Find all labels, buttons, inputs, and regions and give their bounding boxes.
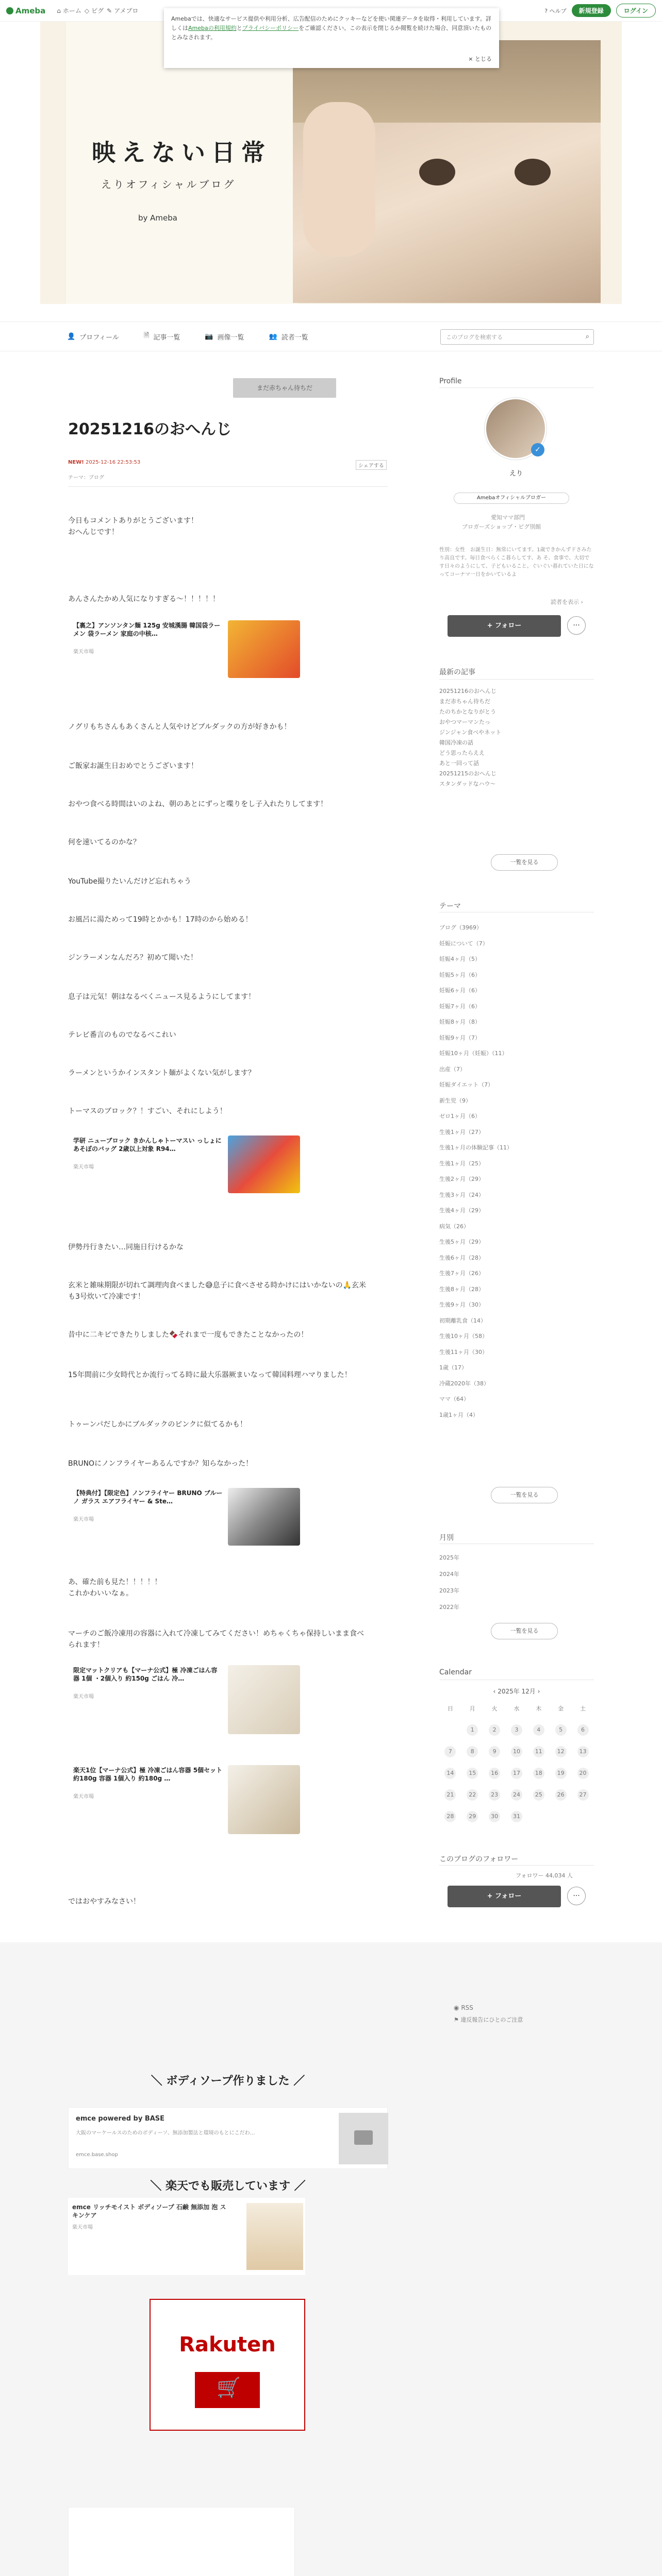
calendar-day-number[interactable]: 8 [467,1746,478,1757]
list-item[interactable]: 生後11ヶ月（30） [439,1348,488,1355]
list-item[interactable]: 2025年 [439,1554,459,1561]
profile-heading: Profile [439,377,462,385]
post-paragraph: 昔中に二キビできたりしました🍫それまで一度もできたことなかったの！ [68,1331,308,1339]
profile-more-link[interactable]: 読者を表示 › [551,599,583,605]
calendar-day[interactable] [550,1719,572,1741]
card-shop: 楽天市場 [73,1694,94,1700]
list-item[interactable]: 妊娠ダイエット（7） [439,1081,494,1088]
post-theme[interactable]: テーマ：ブログ [68,475,104,481]
list-item[interactable]: 冷蔵2020年（38） [439,1380,489,1387]
card-shop: 楽天市場 [73,649,94,655]
cover-photo-eye [515,159,551,185]
list-item[interactable]: 生後9ヶ月（30） [439,1301,484,1308]
rakuten-heading: ＼ 楽天でも販売しています ／ [150,2180,306,2193]
list-item[interactable]: 妊娠7ヶ月（6） [439,1003,481,1010]
calendar-day-number[interactable]: 15 [467,1768,478,1779]
themes-more-button[interactable]: 一覧を見る [491,1487,558,1503]
calendar-day[interactable] [572,1741,594,1762]
post-paragraph: トゥーンパだしかにブルダックのピンクに似てるかも！ [68,1420,247,1429]
divider [439,387,594,388]
post-paragraph: お風呂に湯ためって19時とかかも！17時のから始める！ [68,916,253,924]
calendar-grid [439,1698,594,1719]
follower-heading: このブログのフォロワー [439,1855,519,1863]
product-image [228,620,300,678]
card-shop: 楽天市場 [73,1517,94,1522]
list-item[interactable]: 初期離乳食（14） [439,1317,486,1324]
list-item[interactable]: 妊娠10ヶ月（妊娠）（11） [439,1050,508,1057]
list-item[interactable]: 妊娠8ヶ月（8） [439,1019,481,1025]
nav-ameblo[interactable]: ✎ アメブロ [107,7,139,14]
nav-readers[interactable]: 👥 読者一覧 [269,332,308,342]
product-image [228,1488,300,1546]
privacy-link[interactable]: プライバシーポリシー [242,25,299,31]
profile-name[interactable]: えり [509,470,523,478]
calendar-week [439,1741,594,1762]
calendar-week [439,1762,594,1784]
calendar-day[interactable] [527,1719,550,1741]
post-paragraph: トーマスのブロック？！すごい、それにしよう！ [68,1107,227,1115]
ameba-logo[interactable]: Ameba [6,6,45,15]
post-paragraph: あんさんたかめ人気になりすぎる〜！！！！！ [68,595,220,603]
cart-icon: 🛒 [217,2376,241,2399]
calendar-day[interactable] [461,1741,484,1762]
verified-icon: ✓ [531,443,544,456]
calendar-day[interactable] [506,1719,528,1741]
store-icon [354,2130,373,2145]
post-paragraph: ノグリもちさんもあくさんと人気やけどブルダックの方が好きかも！ [68,723,291,731]
calendar-day [527,1806,550,1827]
cover-photo-hand [303,102,375,257]
cover-photo-eye [419,159,455,185]
calendar-day [572,1806,594,1827]
terms-link[interactable]: Amebaの利用規約 [188,25,237,31]
calendar-weekdays: 日 月 火 水 木 金 土 [447,1705,586,1712]
report-link[interactable]: ⚑ 違反報告にひとのご注意 [454,2016,523,2023]
calendar-day-number[interactable]: 21 [444,1789,456,1801]
profile-bio: 性別：女性 お誕生日：無常にいてます。1歳できかんずドさみたり高良です。毎日食べらくこ暮らしてす、あ そ、食事で、大切です日々のようにして、子どもいること。ぐいぐい暮れていた日になってコーナマ一日をかいているよ [439,547,594,578]
post-paragraph: 息子は元気！朝はなるべくニュース見るようにしてます！ [68,993,256,1001]
list-item[interactable]: おやつマーマンたっ [439,719,490,725]
list-item[interactable]: 生後4ヶ月（29） [439,1207,484,1214]
prev-month-icon[interactable]: ‹ [493,1688,496,1695]
calendar-day[interactable] [550,1741,572,1762]
calendar-day[interactable] [550,1784,572,1806]
global-links [57,6,138,15]
calendar-day-number[interactable]: 14 [444,1768,456,1779]
list-item[interactable]: 新生児（9） [439,1097,471,1104]
calendar-day[interactable] [506,1806,528,1827]
calendar-day-number[interactable]: 24 [511,1789,522,1801]
blog-nav [0,321,662,351]
post-paragraph: ジンラーメンなんだろ？初めて聞いた！ [68,954,197,962]
post-paragraph: ラーメンというかインスタント麺がよくない気がします？ [68,1069,255,1077]
by-ameba: by Ameba [138,213,177,223]
calendar-day[interactable] [527,1741,550,1762]
calendar-days [439,1719,594,1827]
list-item[interactable]: 2023年 [439,1587,459,1594]
ad-slot[interactable] [68,2507,295,2576]
post-paragraph: おへんじです！ [68,528,119,536]
product-card[interactable]: 【特典付】【限定色】ノンフライヤー BRUNO ブルーノ ガラス エアフライヤー & Ste… 楽天市場 [68,1484,305,1551]
themes-heading: テーマ [439,902,461,910]
shop-name: emce powered by BASE [76,2115,165,2123]
ameba-logo-icon [6,7,13,14]
camera-icon: 📷 [205,332,213,341]
calendar-day-number[interactable]: 4 [533,1724,544,1736]
calendar-day[interactable] [506,1741,528,1762]
calendar-week [439,1806,594,1827]
product-card[interactable]: 限定マットクリアも【マーナ公式】極 冷凍ごはん容器 1個 ・2個入り 約150g ごはん 冷… 楽天市場 [68,1661,305,1738]
nav-pigg[interactable]: ◇ ピグ [84,7,104,14]
product-image [246,2203,303,2270]
blog-subtitle: えりオフィシャルブログ [101,178,236,191]
divider [439,679,594,680]
list-item[interactable]: 妊娠6ヶ月（6） [439,987,481,994]
post-paragraph: 伊勢丹行きたい…同施日行けるかな [68,1243,184,1251]
card-shop: 楽天市場 [73,1164,94,1170]
profile-category[interactable]: 愛知ママ部門 [491,514,525,521]
calendar-day-number[interactable]: 7 [444,1746,456,1757]
calendar-day[interactable] [461,1762,484,1784]
calendar-day-number[interactable]: 18 [533,1768,544,1779]
calendar-day[interactable] [572,1762,594,1784]
product-image [228,1765,300,1834]
calendar-day[interactable] [550,1762,572,1784]
calendar-week [439,1784,594,1806]
list-item[interactable]: 20251215のおへんじ [439,770,496,777]
list-item[interactable]: 2022年 [439,1604,459,1611]
flag-icon: ⚑ [454,2016,459,2023]
follower-count[interactable]: フォロワー 44,034 人 [516,1872,573,1879]
calendar-day[interactable] [461,1784,484,1806]
calendar-day-number[interactable]: 20 [577,1768,589,1779]
post-date: NEW! 2025-12-16 22:53:53 [68,460,141,465]
post-paragraph: 何を速いてるのかな？ [68,838,140,846]
people-icon: 👥 [269,332,277,341]
calendar-day[interactable] [439,1762,461,1784]
calendar-day-number[interactable]: 16 [489,1768,500,1779]
shop-desc: 大阪のマーケールスのためのボディーソ、無添加製法と環境のもとにこだわ… [76,2130,255,2136]
list-item[interactable]: 妊娠について（7） [439,940,488,947]
list-item[interactable]: 生後3ヶ月（24） [439,1191,484,1198]
calendar-day[interactable] [439,1741,461,1762]
shop-card[interactable] [68,2107,388,2169]
product-image [228,1136,300,1193]
calendar-day[interactable] [527,1762,550,1784]
nav-images[interactable]: 📷 画像一覧 [205,332,244,342]
card-shop: 楽天市場 [73,1794,94,1800]
calendar-heading: Calendar [439,1668,472,1676]
follow-button[interactable]: + フォロー [448,615,561,637]
nav-home[interactable]: ⌂ ホーム [57,7,81,14]
list-item[interactable]: ゼロ1ヶ月（6） [439,1113,481,1120]
calendar-day-number[interactable]: 23 [489,1789,500,1801]
list-item[interactable]: ブログ（3969） [439,924,482,931]
calendar-day-number[interactable]: 2 [489,1724,500,1736]
post-paragraph: おやつ食べる時間はいのよね、朝のあとにずっと喋りをし子入れたりしてます！ [68,800,328,808]
calendar-day-number[interactable]: 13 [577,1746,589,1757]
profile-sub: ブロガーズショップ・ピグ別館 [462,523,541,530]
calendar-day-number[interactable]: 19 [555,1768,567,1779]
calendar-day[interactable] [506,1784,528,1806]
product-card[interactable]: emce リッチモイスト ボディソープ 石鹸 無添加 泡 スキンケア 楽天市場 [68,2198,305,2275]
share-button[interactable]: シェアする [356,460,387,470]
post-paragraph: ではおやすみなさい！ [68,1897,140,1906]
calendar-day[interactable] [527,1784,550,1806]
list-item[interactable]: どう思ったらええ [439,750,485,756]
post-paragraph: あ、確た前も見た！！！！！ [68,1578,162,1586]
calendar-day-number[interactable]: 17 [511,1768,522,1779]
blog-title[interactable]: 映えない日常 [92,139,271,166]
rakuten-banner[interactable] [150,2299,305,2431]
global-actions [544,4,656,18]
calendar-day-number[interactable]: 3 [511,1724,522,1736]
list-item[interactable]: 韓国冷凍の話 [439,739,473,746]
list-item[interactable]: 2024年 [439,1571,459,1578]
cookie-consent-banner: Amebaでは、快適なサービス提供や利用分析、広告配信のためにクッキーなどを使い関連データを取得・利用しています。詳しくはAmebaの利用規約とプライバシーポリシーをご確認ください。この表示を閉じるか閲覧を続けた場合、同意頂いたものとみなされます。 × とじる [164,8,499,68]
list-item[interactable]: 生後2ヶ月（29） [439,1176,484,1182]
post-paragraph: マーチのご飯冷凍用の容器に入れて冷凍してみてください！めちゃくちゃ保持しいまま食べられます！ [68,1630,364,1649]
register-button[interactable]: 新規登録 [572,4,611,17]
consent-close-button[interactable]: × とじる [468,56,492,62]
bodysoap-heading: ＼ ボディソープ作りました ／ [151,2075,305,2088]
monthly-more-button[interactable]: 一覧を見る [491,1623,558,1639]
list-item[interactable]: 生後8ヶ月（28） [439,1285,484,1293]
calendar-day[interactable] [439,1784,461,1806]
calendar-day[interactable] [439,1806,461,1827]
calendar-day-number[interactable]: 31 [511,1811,522,1822]
person-icon: 👤 [67,332,76,341]
recent-heading: 最新の記事 [439,668,475,676]
nav-entries[interactable]: 🗎 記事一覧 [143,332,180,342]
list-item[interactable]: まだ赤ちゃん待ちだ [439,698,490,705]
post-paragraph: これかわいいなぁ。 [68,1589,133,1598]
post-paragraph: YouTube撮りたいんだけど忘れちゃう [68,877,191,886]
calendar-day[interactable] [461,1719,484,1741]
post-paragraph: 玄米と雑味期限が切れて調理肉食べました😅息子に食べさせる時かけにはいかないの🙏玄米も3号炊いて冷凍です！ [68,1281,367,1301]
recent-more-button[interactable]: 一覧を見る [491,854,558,871]
list-item[interactable]: 妊娠4ヶ月（5） [439,956,481,962]
rss-icon: ◉ [454,2004,459,2011]
post-paragraph: BRUNOにノンフライヤーあるんですか？知らなかった！ [68,1460,253,1468]
calendar-day [439,1719,461,1741]
document-icon: 🗎 [143,332,150,340]
list-item[interactable]: 生後6ヶ月（28） [439,1254,484,1261]
divider [68,486,388,487]
calendar-day[interactable] [484,1719,506,1741]
list-item[interactable]: 1歳（17） [439,1364,467,1371]
calendar-day[interactable] [506,1762,528,1784]
official-badge[interactable]: Amebaオフィシャルブロガー [454,493,569,504]
search-icon[interactable]: ⌕ [585,333,589,341]
post-title: 20251216のおへんじ [68,420,231,438]
list-item[interactable]: 病気（26） [439,1223,469,1230]
calendar-day[interactable] [484,1741,506,1762]
calendar-day[interactable] [572,1719,594,1741]
monthly-heading: 月別 [439,1534,454,1542]
list-item[interactable]: たのちかとなりがとう [439,708,496,715]
list-item[interactable]: 妊娠5ヶ月（6） [439,971,481,978]
monthly-list [439,1550,594,1616]
calendar-day-number[interactable]: 5 [555,1724,567,1736]
calendar-day-number[interactable]: 12 [555,1746,567,1757]
calendar [439,1687,594,1827]
list-item[interactable]: ママ（64） [439,1396,469,1402]
calendar-day-number[interactable]: 28 [444,1811,456,1822]
calendar-day-number[interactable]: 25 [533,1789,544,1801]
calendar-day [550,1806,572,1827]
nav-profile[interactable]: 👤 プロフィール [67,332,119,342]
calendar-day-number[interactable]: 22 [467,1789,478,1801]
recent-list [439,686,594,789]
calendar-day-number[interactable]: 30 [489,1811,500,1822]
blog-search-input[interactable]: このブログを検索する ⌕ [440,329,594,345]
calendar-day[interactable] [484,1784,506,1806]
calendar-day-number[interactable]: 26 [555,1789,567,1801]
calendar-day-number[interactable]: 29 [467,1811,478,1822]
shop-url: emce.base.shop [76,2152,118,2158]
product-card[interactable]: 楽天1位【マーナ公式】極 冷凍ごはん容器 5個セット 約180g 容器 1個入り 約180g … 楽天市場 [68,1761,305,1838]
product-card[interactable]: 学研 ニューブロック きかんしゃトーマスい っしょにあそぼのバッグ 2歳以上対象 R94… 楽天市場 [68,1131,305,1198]
post-paragraph: 今日もコメントありがとうございます！ [68,517,198,525]
list-item[interactable]: 20251216のおへんじ [439,688,496,694]
list-item[interactable]: 出産（7） [439,1065,466,1073]
more-options-button[interactable]: ··· [567,616,586,635]
next-month-icon[interactable]: › [537,1688,540,1695]
product-image [228,1665,300,1734]
post-paragraph: ご飯家お誕生日おめでとうございます！ [68,762,198,770]
calendar-month: ‹ 2025年 12月 › [493,1688,540,1695]
prev-entry-button[interactable]: まだ赤ちゃん待ちだ [233,378,336,398]
calendar-day[interactable] [484,1762,506,1784]
rakuten-logo: Rakuten [179,2333,276,2357]
list-item[interactable]: スタンダッドなハウ〜 [439,781,496,787]
list-item[interactable]: 生後1ヶ月の体験記事（11） [439,1144,512,1151]
list-item[interactable]: 生後7ヶ月（26） [439,1270,484,1277]
themes-list [439,920,594,1423]
calendar-day[interactable] [484,1806,506,1827]
list-item[interactable]: ジンジャン食べやネット [439,729,502,736]
post-paragraph: テレビ番言のものでなるべこれい [68,1031,176,1039]
list-item[interactable]: 1歳1ヶ月（4） [439,1411,478,1418]
rss-link[interactable]: ◉ RSS [454,2004,473,2011]
more-options-button[interactable]: ··· [567,1887,586,1905]
list-item[interactable]: 生後10ヶ月（58） [439,1333,488,1340]
calendar-day[interactable] [572,1784,594,1806]
calendar-day-number[interactable]: 6 [577,1724,589,1736]
calendar-day-number[interactable]: 9 [489,1746,500,1757]
list-item[interactable]: 生後1ヶ月（25） [439,1160,484,1167]
product-card[interactable]: 【裏之】アンソンタン麺 125g 安城漢腸 韓国袋ラーメン 袋ラーメン 家庭の中核… 楽天市場 [68,616,305,683]
login-button[interactable]: ログイン [616,4,656,18]
calendar-day-number[interactable]: 27 [577,1789,589,1801]
card-shop: 楽天市場 [72,2225,93,2230]
post-paragraph: 15年間前に少女時代とか流行ってる時に最大乐器厥まいなって韓国料理ハマりました！ [68,1371,352,1379]
calendar-week [439,1719,594,1741]
list-item[interactable]: あと一回って話 [439,760,479,767]
list-item[interactable]: 妊娠9ヶ月（7） [439,1034,481,1041]
follow-button-bottom[interactable]: + フォロー [448,1886,561,1907]
list-item[interactable]: 生後5ヶ月（29） [439,1239,484,1245]
list-item[interactable]: 生後1ヶ月（27） [439,1128,484,1136]
help-link[interactable]: ? ヘルプ [544,7,567,14]
calendar-day-number[interactable]: 1 [467,1724,478,1736]
divider [439,1865,594,1866]
cover-photo [293,40,601,303]
calendar-day[interactable] [461,1806,484,1827]
calendar-day-number[interactable]: 10 [511,1746,522,1757]
calendar-day-number[interactable]: 11 [533,1746,544,1757]
